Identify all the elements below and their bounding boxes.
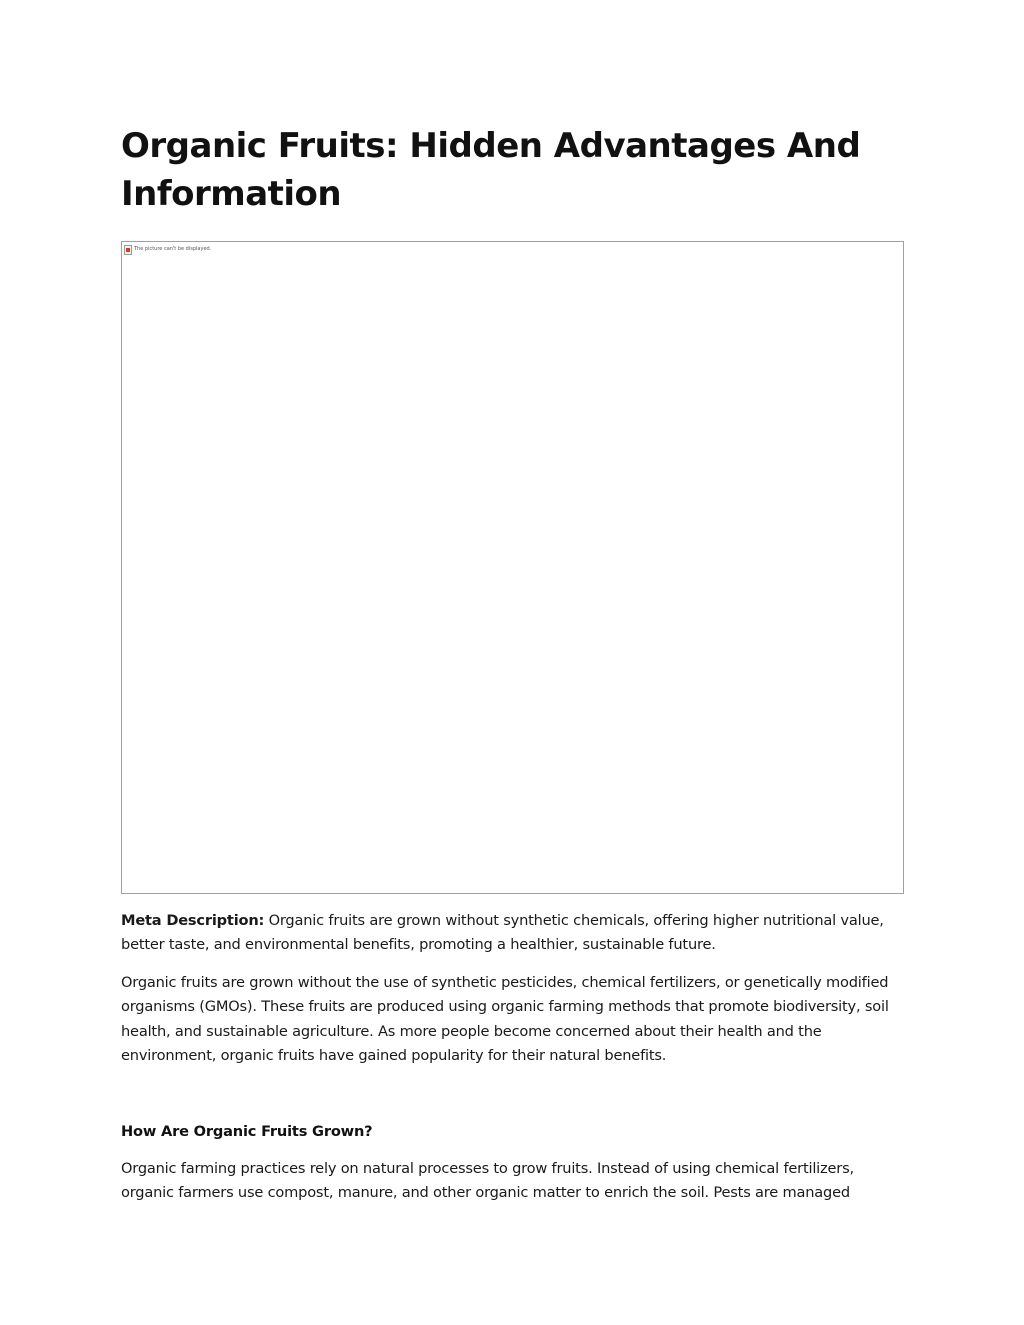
meta-description-text: Organic fruits are grown without synthetic chemicals, offering higher nutritional value, better taste, and environmental benefits, promoting a healthier, sustainable future. (121, 912, 884, 954)
section-paragraph: Organic farming practices rely on natural processes to grow fruits. Instead of using chemical fertilizers, organic farmers use compost, manure, and other organic matter to enrich the soil. Pests are managed (121, 1160, 854, 1202)
page-title: Organic Fruits: Hidden Advantages And Information (121, 126, 861, 214)
meta-description-label: Meta Description: (121, 912, 265, 929)
section-heading: How Are Organic Fruits Grown? (121, 1123, 373, 1140)
meta-description (121, 909, 904, 958)
image-alt-text: The picture can't be displayed. (134, 246, 212, 252)
intro-paragraph: Organic fruits are grown without the use of synthetic pesticides, chemical fertilizers, or genetically modified organisms (GMOs). These fruits are produced using organic farming methods that promote biodiversity, soil health, and sustainable agriculture. As more people become concerned about their health and the environment, organic fruits have gained popularity for their natural benefits. (121, 974, 889, 1064)
broken-image-icon (124, 245, 132, 255)
image-placeholder (121, 241, 904, 894)
